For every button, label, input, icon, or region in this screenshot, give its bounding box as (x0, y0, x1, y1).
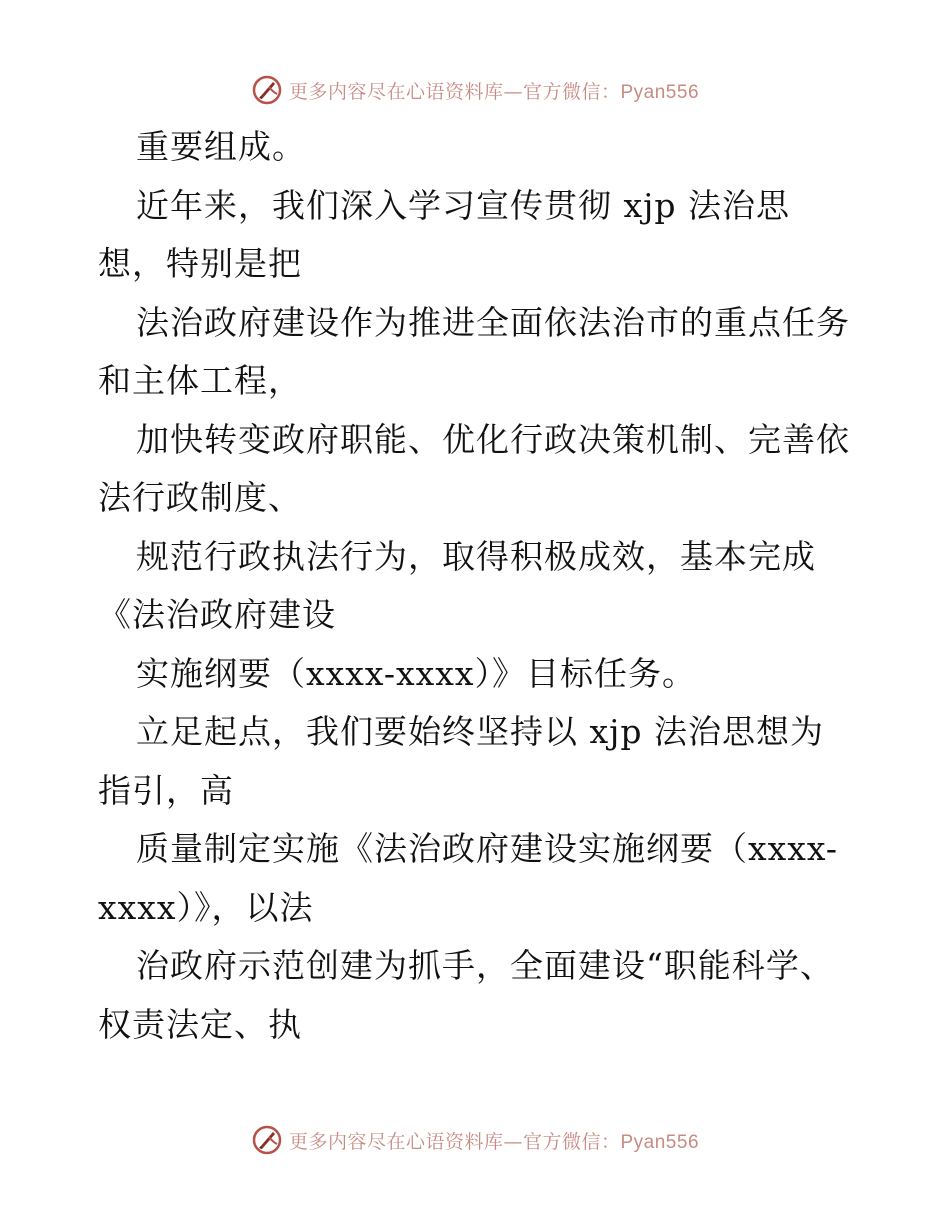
text-line: 指引，高 (98, 770, 234, 810)
text-line: 想，特别是把 (98, 244, 302, 283)
text-line: 加快转变政府职能、优化行政决策机制、完善依 (136, 419, 850, 459)
text-line: 质量制定实施《法治政府建设实施纲要（xxxx- (136, 829, 839, 868)
text-line: 法治政府建设作为推进全面依法治市的重点任务 (136, 302, 850, 342)
watermark-wechat-id: Pyan556 (620, 1131, 700, 1153)
text-line: 法行政制度、 (98, 478, 302, 517)
watermark-text: 更多内容尽在心语资料库—官方微信： (288, 80, 621, 103)
text-line: xxxx）》，以法 (98, 887, 314, 927)
quill-pen-icon (251, 1124, 283, 1156)
text-line: 立足起点，我们要始终坚持以 xjp 法治思想为 (136, 712, 824, 751)
text-line: 治政府示范创建为抓手，全面建设“职能科学、 (136, 946, 834, 985)
text-line: 重要组成。 (136, 127, 306, 166)
text-line: 规范行政执法行为，取得积极成效，基本完成 (136, 536, 816, 576)
header-watermark (0, 70, 950, 110)
watermark-wechat-id: Pyan556 (620, 81, 700, 103)
text-line: 和主体工程， (98, 361, 302, 400)
watermark-text: 更多内容尽在心语资料库—官方微信： (288, 1130, 621, 1153)
document-body (98, 118, 858, 1054)
text-line: 实施纲要（xxxx-xxxx）》目标任务。 (136, 653, 696, 693)
text-line: 权责法定、执 (98, 1004, 302, 1044)
text-line: 近年来，我们深入学习宣传贯彻 xjp 法治思 (136, 185, 790, 225)
quill-pen-icon (251, 74, 283, 106)
text-line: 《法治政府建设 (98, 595, 336, 634)
footer-watermark (0, 1120, 950, 1160)
